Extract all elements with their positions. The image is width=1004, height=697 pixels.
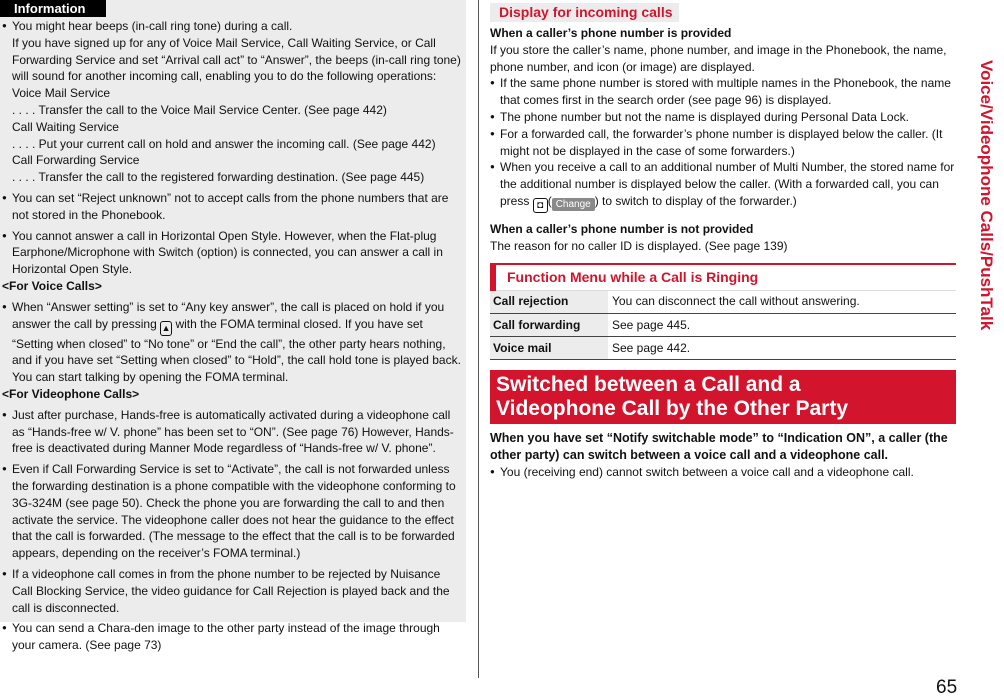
chapter-side-title xyxy=(973,60,999,510)
function-menu-key: Call rejection xyxy=(490,291,608,314)
multi-text-before: When you receive a call to an additional number of Multi Number, the stored name for the additional number is displayed below the caller. (With a forwarded call, you can press xyxy=(500,160,955,208)
information-body xyxy=(2,18,462,654)
up-key-icon: ▲ xyxy=(160,321,172,336)
switch-section xyxy=(490,430,956,480)
switch-note: ● You (receiving end) cannot switch between a voice call and a videophone call. xyxy=(490,464,956,481)
display-bullet: ● For a forwarded call, the forwarder’s phone number is displayed below the caller. (It might not be displayed in the case of some forwarders.) xyxy=(490,126,956,160)
videophone-bullet: ● Even if Call Forwarding Service is set to “Activate”, the call is not forwarded unless the forwarding destination is a phone compatible with the videophone conforming to 3G-324M (see page 50). Check the phone you are forwarding the call to and then activate the service. The videophone caller does not hear the guidance to the effect that the call is forwarded. (The message to the effect that the call is to be forwarded appears, depending on the receiver’s FOMA terminal.) xyxy=(2,461,462,562)
multi-number-bullet: ● When you receive a call to an additional number of Multi Number, the stored name for the additional number is displayed below the caller. (With a forwarded call, you can press ◘ ( Change ) to switch to display of the forwarder.) xyxy=(490,159,956,213)
table-row xyxy=(490,314,956,337)
function-menu-value: You can disconnect the call without answering. xyxy=(608,291,956,314)
voice-calls-text-after: with the FOMA terminal closed. If you have set “Setting when closed” to “No tone” or “End the call”, the other party hears nothing, and if you have set “Setting when closed” to “Hold”, the call hold tone is played back. You can start talking by opening the FOMA terminal. xyxy=(12,316,461,385)
display-bullet: ● The phone number but not the name is displayed during Personal Data Lock. xyxy=(490,109,956,126)
videophone-bullet: ● If a videophone call comes in from the phone number to be rejected by Nuisance Call Blocking Service, the video guidance for Call Rejection is played back and the call is disconnected. xyxy=(2,566,462,616)
videophone-bullet: ● You can send a Chara-den image to the other party instead of the image through your camera. (See page 73) xyxy=(2,620,462,654)
call-waiting-label: Call Waiting Service xyxy=(12,119,119,134)
voice-calls-bullet xyxy=(2,299,462,386)
call-forwarding-desc: . . . . Transfer the call to the registered forwarding destination. (See page 445) xyxy=(12,170,425,185)
switch-section-heading xyxy=(490,370,956,424)
function-menu-key: Voice mail xyxy=(490,337,608,360)
table-row xyxy=(490,337,956,360)
beeps-bullet: ● You might hear beeps (in-call ring tone) during a call. xyxy=(2,18,462,35)
provided-heading: When a caller’s phone number is provided xyxy=(490,26,732,40)
call-waiting-desc: . . . . Put your current call on hold and answer the incoming call. (See page 442) xyxy=(12,136,436,151)
switch-heading-line: Videophone Call by the Other Party xyxy=(496,397,849,421)
camera-key-icon: ◘ xyxy=(533,198,548,213)
switch-lead: When you have set “Notify switchable mode” to “Indication ON”, a caller (the other party) can switch between a voice call and a videophone call. xyxy=(490,431,948,462)
display-bullet: ● If the same phone number is stored with multiple names in the Phonebook, the name that comes first in the search order (see page 96) is displayed. xyxy=(490,75,956,109)
change-softkey-icon: Change xyxy=(552,198,595,211)
videophone-calls-heading: <For Videophone Calls> xyxy=(2,386,140,401)
provided-text: If you store the caller’s name, phone number, and image in the Phonebook, the name, phone number, and icon (or image) are displayed. xyxy=(490,42,947,74)
call-forwarding-label: Call Forwarding Service xyxy=(12,153,140,168)
page-number: 65 xyxy=(936,677,958,697)
voice-mail-desc: . . . . Transfer the call to the Voice Mail Service Center. (See page 442) xyxy=(12,102,387,117)
beeps-detail: If you have signed up for any of Voice Mail Service, Call Waiting Service, or Call Forwarding Service and set “Arrival call act” to “Answer”, the beeps (in-call ring tone) will sound for another incoming call, enabling you to do the following operations: xyxy=(12,35,461,84)
multi-text-after: ) to switch to display of the forwarder.) xyxy=(594,193,797,208)
table-row xyxy=(490,291,956,314)
voice-calls-text-before: When “Answer setting” is set to “Any key answer”, the call is placed on hold if you answer the call by pressing xyxy=(12,299,445,331)
chapter-title-text: Voice/Videophone Calls/PushTalk xyxy=(977,60,996,331)
function-menu-heading: Function Menu while a Call is Ringing xyxy=(490,263,956,291)
voice-calls-heading: <For Voice Calls> xyxy=(2,278,102,293)
function-menu-key: Call forwarding xyxy=(490,314,608,337)
function-menu-value: See page 442. xyxy=(608,337,956,360)
videophone-bullet: ● Just after purchase, Hands-free is automatically activated during a videophone call as “Hands-free w/ V. phone” has been set to “ON”. (See page 76) However, Hands-free is deactivated during Manner Mode regardless of “Hands-free w/ V. phone”. xyxy=(2,407,462,457)
voice-mail-label: Voice Mail Service xyxy=(12,86,111,101)
horizontal-open-bullet: ● You cannot answer a call in Horizontal Open Style. However, when the Flat-plug Earphone/Microphone with Switch (option) is connected, you can answer a call in Horizontal Open Style. xyxy=(2,228,462,278)
not-provided-heading: When a caller’s phone number is not provided xyxy=(490,221,754,236)
function-menu-value: See page 445. xyxy=(608,314,956,337)
reject-unknown-bullet: ● You can set “Reject unknown” not to accept calls from the phone numbers that are not stored in the Phonebook. xyxy=(2,190,462,224)
display-section xyxy=(490,25,956,255)
information-tab: Information xyxy=(0,0,106,17)
not-provided-text: The reason for no caller ID is displayed. (See page 139) xyxy=(490,238,788,253)
right-column xyxy=(490,3,956,480)
information-panel xyxy=(0,0,466,653)
function-menu-table xyxy=(490,291,956,361)
switch-heading-line: Switched between a Call and a xyxy=(496,373,801,397)
column-divider xyxy=(478,0,479,678)
display-section-tab: Display for incoming calls xyxy=(490,3,679,22)
